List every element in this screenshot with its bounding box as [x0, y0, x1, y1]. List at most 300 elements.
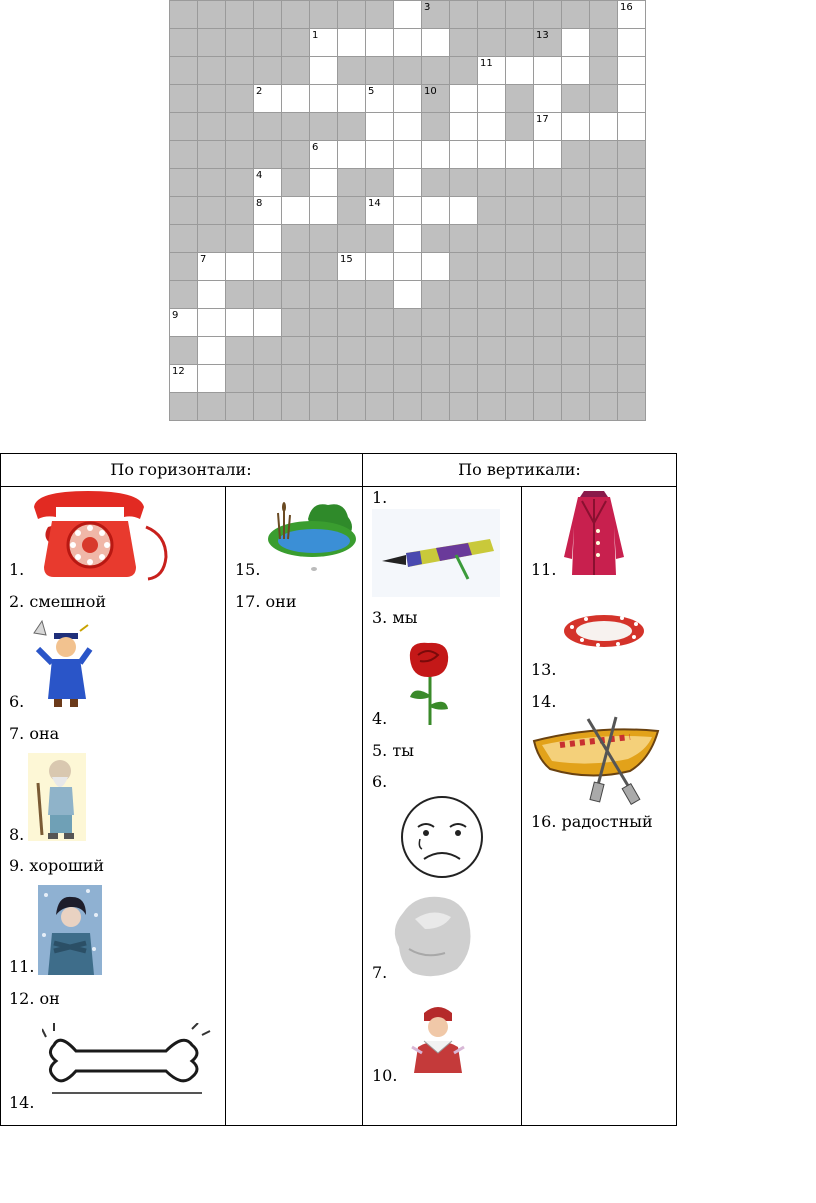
crossword-cell-empty[interactable]	[366, 141, 394, 169]
crossword-cell-blocked	[310, 1, 338, 29]
crossword-cell-empty[interactable]	[338, 29, 366, 57]
crossword-cell-blocked	[394, 337, 422, 365]
crossword-cell-blocked	[450, 365, 478, 393]
crossword-cell-blocked	[506, 1, 534, 29]
header-vertical: По вертикали:	[458, 460, 581, 479]
crossword-cell-blocked	[450, 337, 478, 365]
crossword-clue-number: 17	[536, 114, 549, 125]
across-clue-17: 17. они	[235, 592, 297, 611]
crossword-cell-blocked	[450, 309, 478, 337]
crossword-cell-empty[interactable]	[394, 113, 422, 141]
crossword-cell-blocked	[282, 169, 310, 197]
crossword-cell-blocked	[450, 281, 478, 309]
crossword-cell-blocked	[506, 85, 534, 113]
crossword-cell-blocked	[198, 57, 226, 85]
crossword-cell-empty[interactable]	[282, 85, 310, 113]
crossword-cell-empty[interactable]	[478, 141, 506, 169]
crossword-cell-blocked	[226, 393, 254, 421]
crossword-cell-blocked	[394, 393, 422, 421]
crossword-cell-blocked	[226, 225, 254, 253]
crossword-cell-empty[interactable]	[226, 309, 254, 337]
header-horizontal: По горизонтали:	[110, 460, 252, 479]
down-clue-11: 11.	[531, 560, 557, 579]
crossword-cell-empty[interactable]	[450, 113, 478, 141]
crossword-cell-empty[interactable]	[618, 85, 646, 113]
crossword-cell-blocked	[282, 29, 310, 57]
crossword-cell-blocked	[478, 337, 506, 365]
crossword-cell-empty[interactable]	[590, 113, 618, 141]
crossword-cell-empty[interactable]	[618, 113, 646, 141]
crossword-cell-blocked	[534, 281, 562, 309]
table-border-across-split	[225, 486, 226, 1126]
boat-icon	[530, 715, 662, 805]
crossword-cell-blocked	[534, 1, 562, 29]
crossword-cell-empty[interactable]	[618, 29, 646, 57]
crossword-cell-blocked	[366, 365, 394, 393]
graduate-icon	[30, 619, 94, 709]
crossword-cell-blocked	[590, 337, 618, 365]
crossword-clue-number: 8	[256, 198, 263, 209]
crossword-cell-blocked	[254, 113, 282, 141]
crossword-cell-blocked	[590, 281, 618, 309]
crossword-clue-number: 4	[256, 170, 263, 181]
crossword-cell-blocked	[338, 393, 366, 421]
crossword-clue-number: 10	[424, 86, 437, 97]
crossword-clue-number: 5	[368, 86, 375, 97]
crossword-clue-number: 2	[256, 86, 263, 97]
crossword-cell-blocked	[282, 365, 310, 393]
crossword-cell-empty[interactable]	[394, 1, 422, 29]
crossword-cell-blocked	[226, 365, 254, 393]
crossword-cell-blocked	[450, 169, 478, 197]
crossword-cell-blocked	[590, 253, 618, 281]
crossword-cell-blocked	[198, 141, 226, 169]
crossword-cell-blocked	[506, 365, 534, 393]
crossword-cell-blocked	[590, 169, 618, 197]
crossword-cell-blocked	[198, 29, 226, 57]
crossword-cell-empty[interactable]	[618, 1, 646, 29]
crossword-cell-empty[interactable]	[394, 85, 422, 113]
old-man-icon	[28, 753, 86, 841]
crossword-cell-blocked	[254, 29, 282, 57]
crossword-cell-blocked	[170, 197, 198, 225]
crossword-cell-blocked	[422, 393, 450, 421]
cold-boy-icon	[38, 885, 102, 975]
crossword-cell-blocked	[226, 281, 254, 309]
bone-icon	[42, 1023, 212, 1099]
crossword-cell-blocked	[618, 169, 646, 197]
crossword-cell-blocked	[170, 85, 198, 113]
crossword-cell-empty[interactable]	[534, 113, 562, 141]
crossword-cell-empty[interactable]	[366, 29, 394, 57]
clues-table	[0, 453, 677, 1126]
crossword-cell-blocked	[422, 1, 450, 29]
crossword-cell-blocked	[366, 225, 394, 253]
down-clue-14: 14.	[531, 692, 557, 711]
crossword-cell-blocked	[450, 393, 478, 421]
crossword-cell-blocked	[366, 281, 394, 309]
crossword-cell-blocked	[422, 169, 450, 197]
crossword-cell-empty[interactable]	[618, 57, 646, 85]
crossword-cell-blocked	[198, 225, 226, 253]
crossword-cell-blocked	[618, 281, 646, 309]
crossword-cell-empty[interactable]	[450, 197, 478, 225]
crossword-cell-blocked	[394, 365, 422, 393]
crossword-cell-blocked	[282, 253, 310, 281]
crossword-cell-blocked	[226, 337, 254, 365]
crossword-cell-blocked	[338, 113, 366, 141]
crossword-cell-blocked	[422, 337, 450, 365]
crossword-cell-empty[interactable]	[506, 141, 534, 169]
crossword-cell-blocked	[618, 365, 646, 393]
crossword-cell-empty[interactable]	[198, 337, 226, 365]
crossword-cell-blocked	[422, 365, 450, 393]
coat-icon	[558, 487, 630, 579]
crossword-clue-number: 9	[172, 310, 179, 321]
crossword-cell-blocked	[366, 1, 394, 29]
crossword-cell-blocked	[198, 113, 226, 141]
crossword-cell-blocked	[310, 309, 338, 337]
crossword-cell-blocked	[170, 281, 198, 309]
crossword-cell-blocked	[562, 225, 590, 253]
crossword-cell-blocked	[590, 29, 618, 57]
crossword-cell-empty[interactable]	[254, 309, 282, 337]
crossword-cell-blocked	[534, 393, 562, 421]
crossword-cell-blocked	[506, 29, 534, 57]
crossword-cell-blocked	[506, 393, 534, 421]
table-border-down-split	[521, 486, 522, 1126]
crossword-cell-empty[interactable]	[310, 57, 338, 85]
crossword-cell-empty[interactable]	[422, 29, 450, 57]
crossword-cell-blocked	[310, 393, 338, 421]
table-border-right	[676, 453, 677, 1126]
crossword-cell-blocked	[310, 253, 338, 281]
crossword-cell-empty[interactable]	[534, 85, 562, 113]
crossword-clue-number: 15	[340, 254, 353, 265]
crossword-cell-blocked	[366, 309, 394, 337]
crossword-cell-blocked	[366, 57, 394, 85]
crossword-cell-blocked	[310, 225, 338, 253]
crossword-cell-blocked	[170, 57, 198, 85]
crossword-cell-empty[interactable]	[562, 57, 590, 85]
crossword-cell-blocked	[226, 57, 254, 85]
down-clue-1: 1.	[372, 488, 388, 507]
crossword-cell-blocked	[254, 1, 282, 29]
crossword-cell-empty[interactable]	[450, 141, 478, 169]
crossword-cell-blocked	[254, 337, 282, 365]
across-clue-15: 15.	[235, 560, 261, 579]
crossword-cell-blocked	[338, 57, 366, 85]
crossword-cell-blocked	[366, 337, 394, 365]
crossword-cell-blocked	[478, 225, 506, 253]
crossword-cell-empty[interactable]	[366, 197, 394, 225]
crossword-cell-blocked	[282, 141, 310, 169]
crossword-cell-blocked	[422, 225, 450, 253]
across-clue-8: 8.	[9, 825, 25, 844]
crossword-cell-blocked	[590, 85, 618, 113]
crossword-cell-blocked	[366, 393, 394, 421]
crossword-cell-empty[interactable]	[394, 225, 422, 253]
crossword-cell-blocked	[198, 197, 226, 225]
crossword-cell-empty[interactable]	[534, 57, 562, 85]
crossword-cell-blocked	[282, 225, 310, 253]
crossword-cell-blocked	[338, 169, 366, 197]
crossword-cell-blocked	[618, 141, 646, 169]
crossword-cell-blocked	[478, 197, 506, 225]
crossword-cell-blocked	[394, 57, 422, 85]
crossword-cell-blocked	[506, 225, 534, 253]
crossword-cell-blocked	[422, 85, 450, 113]
crossword-cell-blocked	[450, 253, 478, 281]
crossword-cell-empty[interactable]	[282, 197, 310, 225]
crossword-clue-number: 13	[536, 30, 549, 41]
crossword-cell-empty[interactable]	[338, 141, 366, 169]
crossword-cell-empty[interactable]	[450, 85, 478, 113]
crossword-clue-number: 16	[620, 2, 633, 13]
crossword-cell-blocked	[478, 281, 506, 309]
crossword-cell-blocked	[198, 169, 226, 197]
crossword-cell-blocked	[534, 253, 562, 281]
crossword-cell-empty[interactable]	[254, 197, 282, 225]
crossword-cell-blocked	[338, 281, 366, 309]
crossword-cell-empty[interactable]	[562, 29, 590, 57]
crossword-cell-blocked	[170, 1, 198, 29]
crossword-cell-empty[interactable]	[422, 197, 450, 225]
crossword-cell-blocked	[226, 29, 254, 57]
crossword-cell-blocked	[226, 1, 254, 29]
down-clue-3: 3. мы	[372, 608, 418, 627]
crossword-cell-blocked	[590, 225, 618, 253]
crossword-cell-blocked	[310, 281, 338, 309]
crossword-cell-blocked	[170, 225, 198, 253]
crossword-cell-blocked	[254, 57, 282, 85]
crossword-cell-blocked	[282, 393, 310, 421]
crossword-cell-blocked	[618, 337, 646, 365]
crossword-cell-empty[interactable]	[310, 197, 338, 225]
crossword-cell-blocked	[310, 337, 338, 365]
crossword-cell-blocked	[534, 337, 562, 365]
crossword-grid	[169, 0, 646, 421]
across-clue-7: 7. она	[9, 724, 60, 743]
crossword-cell-empty[interactable]	[310, 169, 338, 197]
crossword-cell-empty[interactable]	[338, 85, 366, 113]
crossword-cell-blocked	[170, 337, 198, 365]
crossword-cell-blocked	[478, 29, 506, 57]
down-clue-10: 10.	[372, 1066, 398, 1085]
crossword-cell-blocked	[338, 1, 366, 29]
crossword-cell-blocked	[506, 197, 534, 225]
crossword-cell-blocked	[478, 393, 506, 421]
crossword-cell-blocked	[254, 141, 282, 169]
crossword-cell-blocked	[338, 365, 366, 393]
crossword-cell-empty[interactable]	[310, 85, 338, 113]
crossword-cell-blocked	[310, 113, 338, 141]
down-clue-13: 13.	[531, 660, 557, 679]
down-clue-6: 6.	[372, 772, 388, 791]
crossword-cell-blocked	[198, 393, 226, 421]
crossword-cell-empty[interactable]	[478, 113, 506, 141]
crossword-cell-blocked	[534, 197, 562, 225]
down-clue-5: 5. ты	[372, 741, 414, 760]
table-border-middle	[362, 453, 363, 1126]
crossword-cell-empty[interactable]	[338, 253, 366, 281]
crossword-cell-blocked	[590, 309, 618, 337]
crossword-cell-blocked	[282, 57, 310, 85]
plate-icon	[562, 609, 646, 651]
table-border-left	[0, 453, 1, 1126]
crossword-cell-empty[interactable]	[198, 365, 226, 393]
crossword-cell-blocked	[534, 29, 562, 57]
crossword-cell-blocked	[590, 1, 618, 29]
across-clue-12: 12. он	[9, 989, 60, 1008]
crossword-cell-blocked	[590, 365, 618, 393]
crossword-cell-empty[interactable]	[198, 281, 226, 309]
crossword-cell-blocked	[562, 1, 590, 29]
crossword-cell-blocked	[590, 393, 618, 421]
crossword-cell-blocked	[590, 141, 618, 169]
crossword-cell-blocked	[506, 281, 534, 309]
crossword-cell-blocked	[534, 225, 562, 253]
crossword-clue-number: 12	[172, 366, 185, 377]
crossword-clue-number: 11	[480, 58, 493, 69]
crossword-cell-blocked	[450, 57, 478, 85]
crossword-cell-blocked	[478, 365, 506, 393]
crossword-cell-blocked	[254, 281, 282, 309]
crossword-cell-blocked	[170, 29, 198, 57]
crossword-clue-number: 3	[424, 2, 431, 13]
crossword-cell-blocked	[562, 337, 590, 365]
down-clue-16: 16. радостный	[531, 812, 653, 831]
crossword-cell-blocked	[170, 253, 198, 281]
crossword-cell-blocked	[590, 197, 618, 225]
crossword-cell-blocked	[338, 309, 366, 337]
crossword-cell-blocked	[478, 253, 506, 281]
crossword-cell-blocked	[254, 365, 282, 393]
crossword-cell-blocked	[562, 85, 590, 113]
crossword-cell-empty[interactable]	[562, 113, 590, 141]
crossword-cell-empty[interactable]	[366, 253, 394, 281]
crossword-cell-blocked	[170, 141, 198, 169]
crossword-cell-empty[interactable]	[226, 253, 254, 281]
crossword-cell-blocked	[506, 309, 534, 337]
crossword-cell-blocked	[506, 113, 534, 141]
rose-icon	[400, 639, 458, 727]
crossword-cell-blocked	[198, 85, 226, 113]
crossword-cell-empty[interactable]	[170, 309, 198, 337]
crossword-cell-blocked	[562, 141, 590, 169]
crossword-cell-blocked	[562, 393, 590, 421]
across-clue-1: 1.	[9, 560, 25, 579]
crossword-cell-empty[interactable]	[478, 57, 506, 85]
crossword-cell-blocked	[170, 169, 198, 197]
crossword-cell-empty[interactable]	[366, 113, 394, 141]
crossword-cell-empty[interactable]	[310, 29, 338, 57]
crossword-cell-blocked	[618, 309, 646, 337]
crossword-cell-empty[interactable]	[534, 141, 562, 169]
pond-icon	[264, 497, 358, 571]
telephone-icon	[28, 487, 170, 585]
crossword-cell-blocked	[590, 57, 618, 85]
crossword-cell-empty[interactable]	[394, 29, 422, 57]
crossword-cell-blocked	[282, 281, 310, 309]
crossword-cell-blocked	[450, 29, 478, 57]
crossword-cell-empty[interactable]	[198, 253, 226, 281]
crossword-cell-blocked	[618, 197, 646, 225]
crossword-cell-blocked	[618, 225, 646, 253]
crossword-cell-empty[interactable]	[254, 85, 282, 113]
stone-icon	[385, 889, 477, 981]
crossword-cell-blocked	[534, 365, 562, 393]
crossword-cell-blocked	[562, 281, 590, 309]
crossword-cell-empty[interactable]	[198, 309, 226, 337]
crossword-cell-empty[interactable]	[478, 85, 506, 113]
crossword-cell-empty[interactable]	[394, 281, 422, 309]
across-clue-2: 2. смешной	[9, 592, 107, 611]
crossword-cell-empty[interactable]	[394, 169, 422, 197]
crossword-cell-empty[interactable]	[394, 253, 422, 281]
crossword-cell-blocked	[282, 337, 310, 365]
crossword-cell-blocked	[254, 393, 282, 421]
crossword-cell-blocked	[422, 57, 450, 85]
crossword-cell-blocked	[562, 365, 590, 393]
crossword-cell-blocked	[534, 309, 562, 337]
crossword-cell-blocked	[198, 1, 226, 29]
crossword-cell-blocked	[618, 253, 646, 281]
crossword-cell-blocked	[422, 281, 450, 309]
crossword-cell-blocked	[226, 113, 254, 141]
sad-face-icon	[374, 793, 508, 881]
crossword-cell-empty[interactable]	[254, 169, 282, 197]
crossword-cell-empty[interactable]	[422, 141, 450, 169]
crossword-cell-empty[interactable]	[170, 365, 198, 393]
crossword-cell-blocked	[534, 169, 562, 197]
crossword-cell-empty[interactable]	[394, 197, 422, 225]
across-clue-9: 9. хороший	[9, 856, 105, 875]
crossword-cell-blocked	[562, 253, 590, 281]
crossword-cell-blocked	[562, 197, 590, 225]
crossword-cell-empty[interactable]	[254, 253, 282, 281]
crossword-clue-number: 1	[312, 30, 319, 41]
crossword-cell-blocked	[562, 169, 590, 197]
down-clue-7: 7.	[372, 963, 388, 982]
crossword-cell-blocked	[338, 337, 366, 365]
crossword-cell-blocked	[450, 1, 478, 29]
crossword-cell-blocked	[506, 169, 534, 197]
crossword-cell-blocked	[170, 113, 198, 141]
crossword-cell-blocked	[282, 1, 310, 29]
crossword-clue-number: 7	[200, 254, 207, 265]
crossword-cell-blocked	[618, 393, 646, 421]
crossword-cell-empty[interactable]	[422, 253, 450, 281]
crossword-cell-blocked	[506, 337, 534, 365]
crossword-cell-empty[interactable]	[366, 85, 394, 113]
crossword-cell-blocked	[450, 225, 478, 253]
table-border-bottom	[0, 1125, 677, 1126]
crossword-cell-empty[interactable]	[254, 225, 282, 253]
crossword-cell-empty[interactable]	[310, 141, 338, 169]
crossword-cell-blocked	[562, 309, 590, 337]
across-clue-14: 14.	[9, 1093, 35, 1112]
crossword-cell-empty[interactable]	[506, 57, 534, 85]
across-clue-11: 11.	[9, 957, 35, 976]
crossword-cell-blocked	[282, 113, 310, 141]
crossword-cell-blocked	[170, 393, 198, 421]
crossword-cell-empty[interactable]	[394, 141, 422, 169]
crossword-cell-blocked	[338, 225, 366, 253]
crossword-cell-blocked	[338, 197, 366, 225]
crossword-cell-blocked	[478, 309, 506, 337]
crossword-cell-blocked	[394, 309, 422, 337]
